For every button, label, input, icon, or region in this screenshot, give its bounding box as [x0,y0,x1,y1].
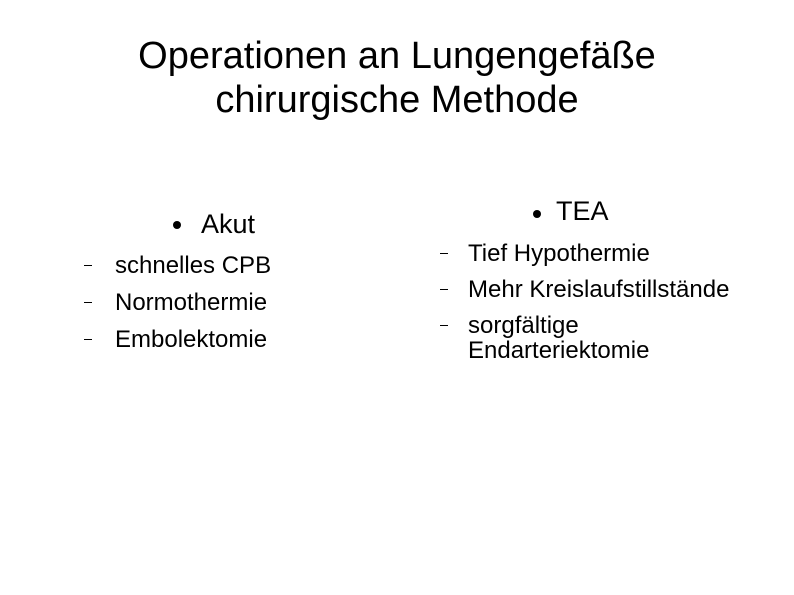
right-heading [428,195,758,235]
list-item [70,327,271,352]
list-item-text: sorgfältige Endarteriektomie [468,312,650,364]
dash-icon [440,325,448,326]
list-item [428,277,758,302]
dash-icon [84,265,92,266]
slide-title [0,34,794,122]
left-heading [70,195,390,239]
dash-icon [84,339,92,340]
slide-title-line-1: Operationen an Lungengefäße [138,35,656,77]
bullet-dot-icon [533,210,541,218]
list-item [70,253,271,278]
list-item [70,290,271,315]
list-item-text: Mehr Kreislaufstillstände [468,276,730,303]
dash-icon [84,302,92,303]
left-column [70,195,390,353]
list-item-text: Normothermie [115,289,268,316]
list-item-text: schnelles CPB [115,252,272,279]
bullet-dot-icon [173,221,181,229]
dash-icon [440,253,448,254]
dash-icon [440,289,448,290]
left-heading-text: Akut [201,209,256,239]
list-item [428,313,758,363]
slide-title-line-2: chirurgische Methode [215,79,579,121]
left-sub-list [70,253,271,364]
list-item [428,241,758,266]
right-column [428,195,758,364]
right-heading-text: TEA [556,196,609,226]
list-item-text: Tief Hypothermie [468,240,650,267]
right-sub-list [428,241,758,374]
list-item-text: Embolektomie [115,326,268,353]
